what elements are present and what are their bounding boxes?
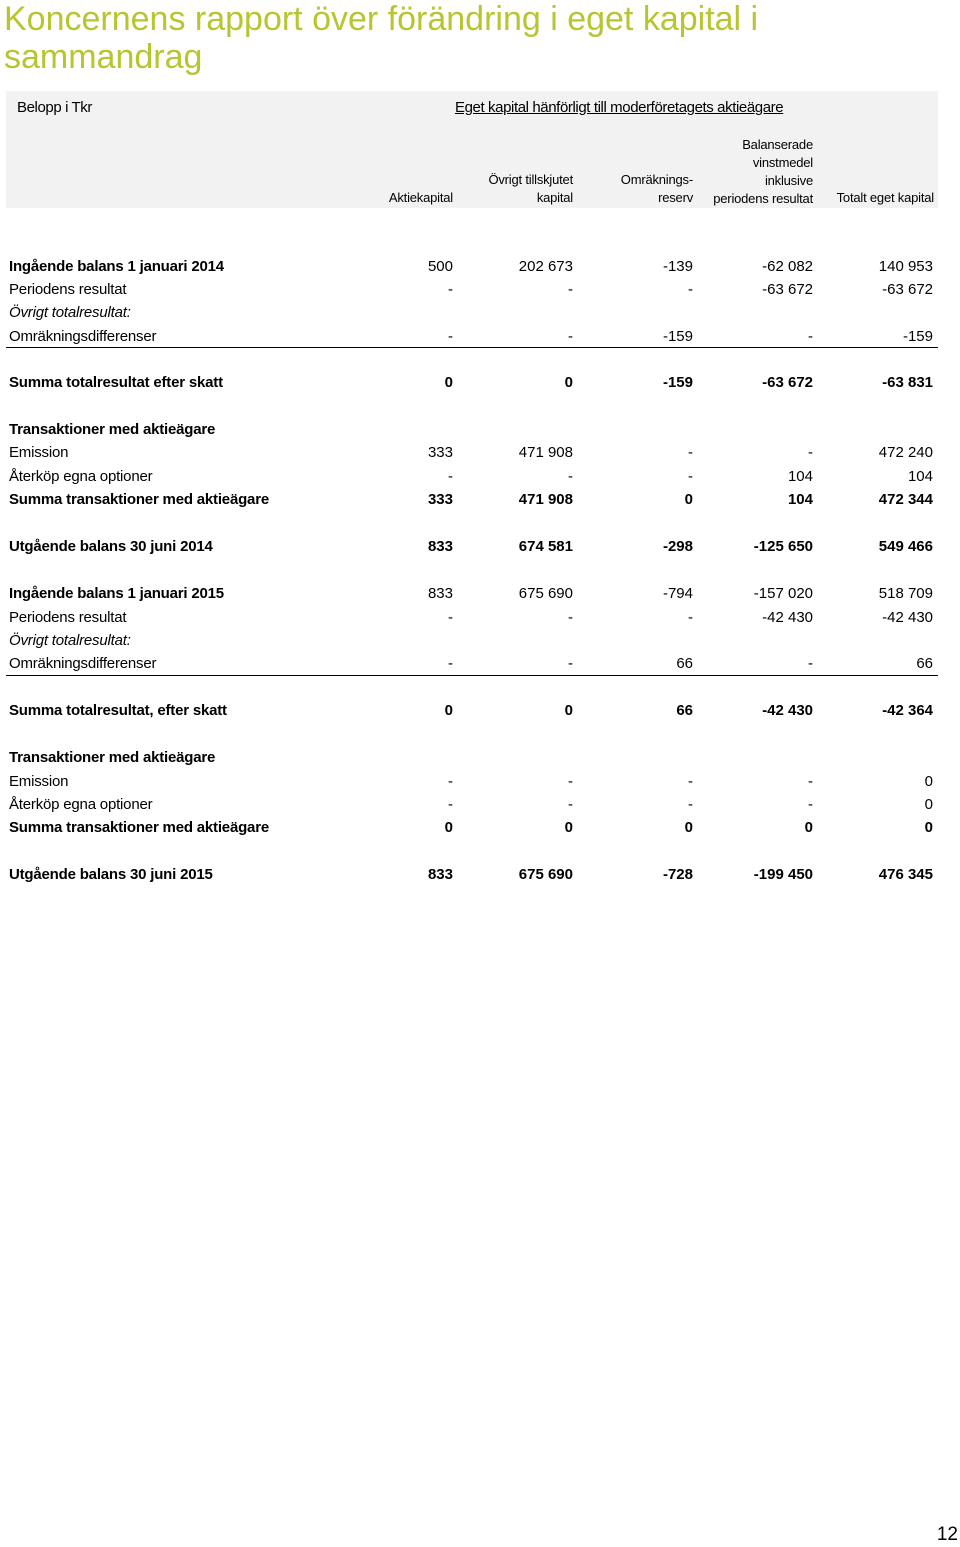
cell-balanserade: 104: [787, 491, 813, 508]
cell-balanserade: -62 082: [762, 258, 813, 275]
cell-omrakningsreserv: -: [688, 468, 693, 485]
row-label: Transaktioner med aktieägare: [9, 749, 216, 766]
row-label: Summa transaktioner med aktieägare: [9, 491, 269, 508]
cell-totalt: 518 709: [878, 585, 933, 602]
cell-balanserade: -: [808, 444, 813, 461]
table-row: [9, 326, 939, 348]
table-row: [9, 794, 939, 816]
table-row-total: [9, 372, 939, 394]
row-label: Ingående balans 1 januari 2015: [9, 585, 224, 602]
row-label: Omräkningsdifferenser: [9, 655, 157, 672]
table-row: [9, 583, 939, 605]
cell-totalt: -159: [902, 328, 933, 345]
cell-totalt: 0: [924, 819, 933, 836]
table-row: [9, 771, 939, 793]
cell-ovrigt-tillskjutet: -: [568, 281, 573, 298]
cell-aktiekapital: -: [448, 468, 453, 485]
cell-balanserade: -157 020: [753, 585, 813, 602]
cell-totalt: -42 430: [882, 609, 933, 626]
cell-aktiekapital: -: [448, 796, 453, 813]
cell-aktiekapital: 333: [427, 491, 453, 508]
cell-balanserade: -: [808, 796, 813, 813]
table-row-subheading: [9, 630, 939, 652]
cell-ovrigt-tillskjutet: 0: [564, 819, 573, 836]
cell-aktiekapital: -: [448, 655, 453, 672]
cell-balanserade: -199 450: [753, 866, 813, 883]
row-label: Summa totalresultat efter skatt: [9, 374, 223, 391]
cell-ovrigt-tillskjutet: 675 690: [518, 866, 573, 883]
cell-totalt: 549 466: [878, 538, 933, 555]
cell-ovrigt-tillskjutet: -: [568, 328, 573, 345]
row-label: Övrigt totalresultat:: [9, 632, 131, 649]
cell-aktiekapital: 833: [427, 866, 453, 883]
divider: [6, 347, 938, 348]
cell-omrakningsreserv: -139: [662, 258, 693, 275]
cell-omrakningsreserv: -728: [662, 866, 693, 883]
cell-omrakningsreserv: 0: [684, 491, 693, 508]
cell-ovrigt-tillskjutet: 675 690: [518, 585, 573, 602]
cell-balanserade: -42 430: [762, 609, 813, 626]
page-number: 12: [936, 1524, 958, 1545]
cell-balanserade: -: [808, 773, 813, 790]
group-header: Eget kapital hänförligt till moderföretagets aktieägare: [455, 99, 784, 116]
cell-omrakningsreserv: 66: [676, 655, 693, 672]
table-row: [9, 256, 939, 278]
row-label: Periodens resultat: [9, 609, 127, 626]
row-label: Återköp egna optioner: [9, 796, 153, 813]
row-label: Summa transaktioner med aktieägare: [9, 819, 269, 836]
cell-omrakningsreserv: -794: [662, 585, 693, 602]
cell-totalt: 472 240: [878, 444, 933, 461]
cell-aktiekapital: 333: [427, 444, 453, 461]
table-row-subheading: [9, 747, 939, 769]
page-title: Koncernens rapport över förändring i eget kapital i sammandrag: [4, 0, 759, 76]
cell-omrakningsreserv: -: [688, 796, 693, 813]
cell-aktiekapital: 833: [427, 585, 453, 602]
row-label: Periodens resultat: [9, 281, 127, 298]
cell-balanserade: -: [808, 328, 813, 345]
cell-omrakningsreserv: -: [688, 444, 693, 461]
cell-totalt: -63 672: [882, 281, 933, 298]
cell-totalt: 476 345: [878, 866, 933, 883]
row-label: Emission: [9, 444, 69, 461]
cell-totalt: -63 831: [882, 374, 933, 391]
cell-aktiekapital: -: [448, 773, 453, 790]
cell-omrakningsreserv: -: [688, 281, 693, 298]
cell-balanserade: 104: [787, 468, 813, 485]
table-row-total: [9, 700, 939, 722]
row-label: Emission: [9, 773, 69, 790]
cell-omrakningsreserv: 66: [676, 702, 693, 719]
table-row: [9, 279, 939, 301]
cell-ovrigt-tillskjutet: -: [568, 468, 573, 485]
table-row: [9, 466, 939, 488]
cell-aktiekapital: 0: [444, 819, 453, 836]
row-label: Övrigt totalresultat:: [9, 304, 131, 321]
table-row-total: [9, 864, 939, 886]
row-label: Utgående balans 30 juni 2014: [9, 538, 213, 555]
column-header-omrakningsreserv: Omräknings- reserv: [620, 172, 693, 205]
cell-ovrigt-tillskjutet: 471 908: [518, 444, 573, 461]
divider: [6, 675, 938, 676]
table-row-subheading: [9, 302, 939, 324]
cell-omrakningsreserv: -159: [662, 328, 693, 345]
table-row-total: [9, 489, 939, 511]
cell-ovrigt-tillskjutet: 0: [564, 374, 573, 391]
cell-ovrigt-tillskjutet: 202 673: [518, 258, 573, 275]
row-label: Återköp egna optioner: [9, 468, 153, 485]
table-row-total: [9, 536, 939, 558]
cell-totalt: 66: [916, 655, 933, 672]
table-row: [9, 442, 939, 464]
row-label: Transaktioner med aktieägare: [9, 421, 216, 438]
cell-aktiekapital: -: [448, 609, 453, 626]
cell-omrakningsreserv: -159: [662, 374, 693, 391]
cell-balanserade: 0: [804, 819, 813, 836]
cell-balanserade: -42 430: [762, 702, 813, 719]
table-row-subheading: [9, 419, 939, 441]
column-header-aktiekapital: Aktiekapital: [388, 190, 453, 205]
column-header-ovrigt-tillskjutet-kapital: Övrigt tillskjutet kapital: [488, 172, 573, 205]
row-label: Summa totalresultat, efter skatt: [9, 702, 227, 719]
row-label: Ingående balans 1 januari 2014: [9, 258, 224, 275]
column-header-balanserade-vinstmedel: Balanserade vinstmedel inklusive periodens resultat: [713, 137, 813, 206]
cell-aktiekapital: 500: [427, 258, 453, 275]
unit-label: Belopp i Tkr: [17, 99, 92, 116]
row-label: Omräkningsdifferenser: [9, 328, 157, 345]
cell-balanserade: -63 672: [762, 281, 813, 298]
table-row: [9, 653, 939, 675]
cell-totalt: 140 953: [878, 258, 933, 275]
cell-totalt: 104: [907, 468, 933, 485]
cell-totalt: 472 344: [878, 491, 933, 508]
cell-omrakningsreserv: 0: [684, 819, 693, 836]
cell-totalt: 0: [924, 796, 933, 813]
cell-ovrigt-tillskjutet: 674 581: [518, 538, 573, 555]
cell-ovrigt-tillskjutet: 0: [564, 702, 573, 719]
cell-ovrigt-tillskjutet: -: [568, 773, 573, 790]
cell-ovrigt-tillskjutet: -: [568, 609, 573, 626]
cell-balanserade: -: [808, 655, 813, 672]
cell-aktiekapital: 0: [444, 374, 453, 391]
table-row-total: [9, 817, 939, 839]
cell-ovrigt-tillskjutet: 471 908: [518, 491, 573, 508]
cell-ovrigt-tillskjutet: -: [568, 655, 573, 672]
cell-balanserade: -63 672: [762, 374, 813, 391]
column-header-totalt-eget-kapital: Totalt eget kapital: [836, 190, 934, 205]
cell-omrakningsreserv: -: [688, 609, 693, 626]
cell-aktiekapital: -: [448, 328, 453, 345]
table-row: [9, 607, 939, 629]
cell-balanserade: -125 650: [753, 538, 813, 555]
row-label: Utgående balans 30 juni 2015: [9, 866, 213, 883]
cell-aktiekapital: -: [448, 281, 453, 298]
cell-totalt: -42 364: [882, 702, 933, 719]
cell-ovrigt-tillskjutet: -: [568, 796, 573, 813]
cell-aktiekapital: 833: [427, 538, 453, 555]
cell-totalt: 0: [924, 773, 933, 790]
cell-aktiekapital: 0: [444, 702, 453, 719]
cell-omrakningsreserv: -298: [662, 538, 693, 555]
cell-omrakningsreserv: -: [688, 773, 693, 790]
